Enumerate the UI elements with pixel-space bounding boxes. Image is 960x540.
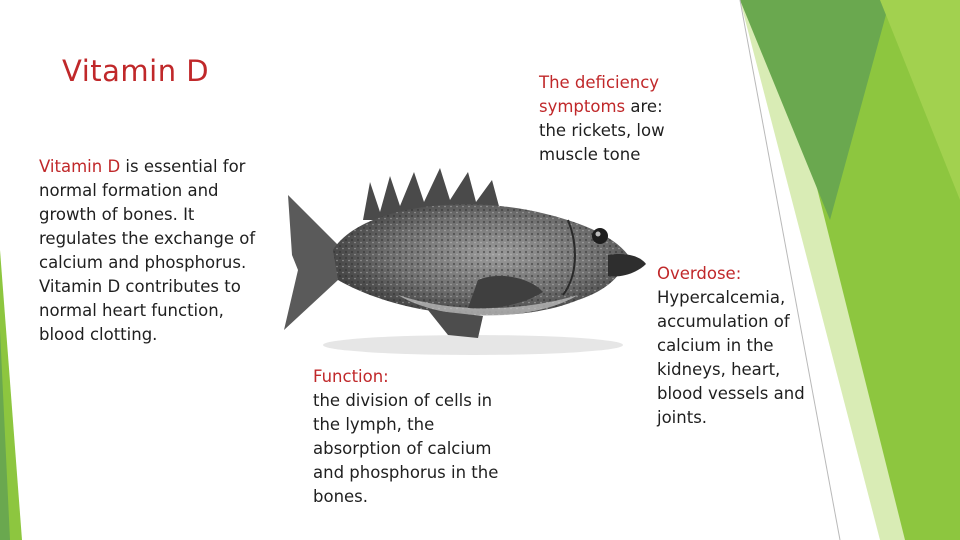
function-line-0: the division of cells in bbox=[313, 391, 493, 410]
overdose-line-4: blood vessels and bbox=[657, 384, 805, 403]
function-heading: Function: bbox=[313, 367, 389, 386]
intro-line-0-rest: is essential for bbox=[120, 157, 246, 176]
function-line-1: the lymph, the bbox=[313, 415, 435, 434]
overdose-line-0: Hypercalcemia, bbox=[657, 288, 786, 307]
function-paragraph bbox=[313, 365, 528, 509]
intro-line-3: regulates the exchange of bbox=[39, 229, 256, 248]
deficiency-heading-rest: are: bbox=[625, 97, 663, 116]
intro-line-6: normal heart function, bbox=[39, 301, 224, 320]
deficiency-heading-line1: The deficiency bbox=[539, 73, 660, 92]
intro-line-0 bbox=[39, 155, 289, 179]
intro-line-1: normal formation and bbox=[39, 181, 219, 200]
fish-image bbox=[278, 160, 658, 360]
deficiency-line-0: the rickets, low bbox=[539, 121, 665, 140]
deficiency-line-1: muscle tone bbox=[539, 145, 641, 164]
fish-eye bbox=[592, 228, 608, 244]
slide-title: Vitamin D bbox=[62, 54, 210, 88]
fish-eye-highlight bbox=[596, 232, 601, 237]
fish-jaw bbox=[608, 254, 646, 276]
intro-line-7: blood clotting. bbox=[39, 325, 158, 344]
intro-line-4: calcium and phosphorus. bbox=[39, 253, 247, 272]
overdose-line-5: joints. bbox=[657, 408, 708, 427]
function-line-2: absorption of calcium bbox=[313, 439, 492, 458]
fish-shadow bbox=[323, 335, 623, 355]
intro-term: Vitamin D bbox=[39, 157, 121, 176]
fish-tail bbox=[284, 195, 338, 330]
overdose-line-2: calcium in the bbox=[657, 336, 774, 355]
function-line-4: bones. bbox=[313, 487, 369, 506]
deficiency-heading-line2 bbox=[539, 95, 709, 119]
overdose-paragraph bbox=[657, 262, 837, 430]
function-line-3: and phosphorus in the bbox=[313, 463, 499, 482]
deficiency-paragraph bbox=[539, 71, 709, 167]
overdose-line-3: kidneys, heart, bbox=[657, 360, 781, 379]
intro-line-5: Vitamin D contributes to bbox=[39, 277, 241, 296]
intro-paragraph bbox=[39, 155, 289, 347]
deficiency-heading-term: symptoms bbox=[539, 97, 626, 116]
overdose-heading: Overdose: bbox=[657, 264, 742, 283]
intro-line-2: growth of bones. It bbox=[39, 205, 195, 224]
overdose-line-1: accumulation of bbox=[657, 312, 790, 331]
